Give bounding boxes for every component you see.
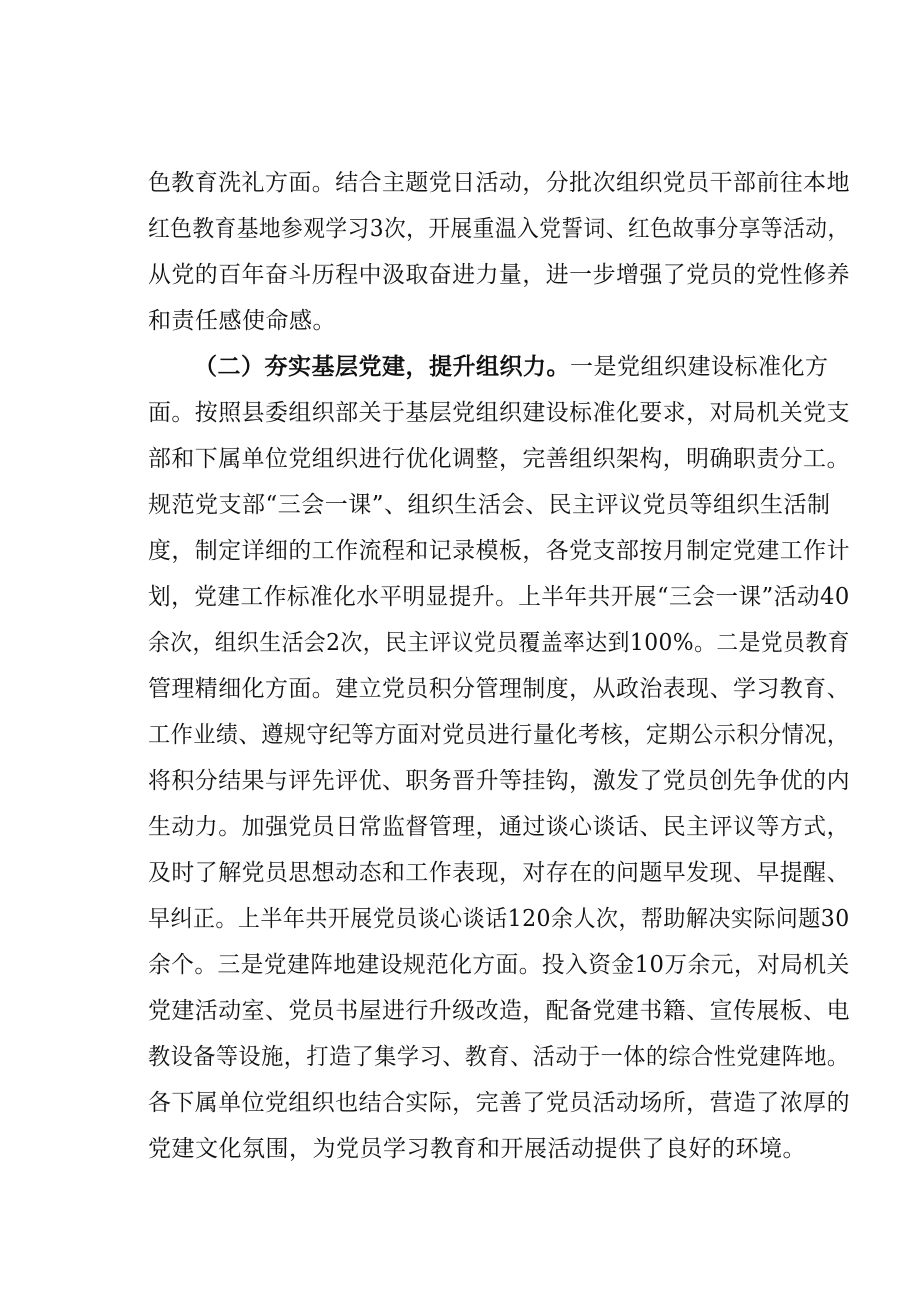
paragraph-2-line-4: 规范党支部“三会一课”、组织生活会、民主评议党员等组织生活制	[148, 492, 831, 518]
paragraph-1-line-3: 从党的百年奋斗历程中汲取奋进力量，进一步增强了党员的党性修养	[148, 262, 850, 288]
paragraph-1-line-4: 和责任感使命感。	[148, 308, 336, 334]
paragraph-2-line-17: 各下属单位党组织也结合实际，完善了党员活动场所，营造了浓厚的	[148, 1090, 850, 1116]
paragraph-2-line-5: 度，制定详细的工作流程和记录模板，各党支部按月制定党建工作计	[148, 538, 850, 564]
paragraph-2-line-11: 生动力。加强党员日常监督管理，通过谈心谈话、民主评议等方式，	[148, 814, 850, 840]
paragraph-2-line-6: 划，党建工作标准化水平明显提升。上半年共开展“三会一课”活动40	[148, 584, 850, 610]
paragraph-2-line-16: 教设备等设施，打造了集学习、教育、活动于一体的综合性党建阵地。	[148, 1044, 850, 1070]
paragraph-2-line-3: 部和下属单位党组织进行优化调整，完善组织架构，明确职责分工。	[148, 446, 850, 472]
paragraph-1-line-1: 色教育洗礼方面。结合主题党日活动，分批次组织党员干部前往本地	[148, 170, 850, 196]
paragraph-2-line-18: 党建文化氛围，为党员学习教育和开展活动提供了良好的环境。	[148, 1136, 806, 1162]
paragraph-2-line-2: 面。按照县委组织部关于基层党组织建设标准化要求，对局机关党支	[148, 400, 850, 426]
paragraph-2-first-line-text: 一是党组织建设标准化方	[570, 354, 829, 380]
paragraph-2-line-15: 党建活动室、党员书屋进行升级改造，配备党建书籍、宣传展板、电	[148, 998, 850, 1024]
paragraph-2-line-14: 余个。三是党建阵地建设规范化方面。投入资金10万余元，对局机关	[148, 952, 850, 978]
paragraph-2-line-8: 管理精细化方面。建立党员积分管理制度，从政治表现、学习教育、	[148, 676, 850, 702]
paragraph-2-line-12: 及时了解党员思想动态和工作表现，对存在的问题早发现、早提醒、	[148, 860, 850, 886]
paragraph-2-first-line	[194, 352, 829, 382]
paragraph-1-line-2: 红色教育基地参观学习3次，开展重温入党誓词、红色故事分享等活动，	[148, 216, 850, 242]
section-heading: （二）夯实基层党建，提升组织力。	[194, 354, 570, 380]
paragraph-2-line-7: 余次，组织生活会2次，民主评议党员覆盖率达到100%。二是党员教育	[148, 630, 850, 656]
paragraph-2-line-10: 将积分结果与评先评优、职务晋升等挂钩，激发了党员创先争优的内	[148, 768, 850, 794]
paragraph-2-line-9: 工作业绩、遵规守纪等方面对党员进行量化考核，定期公示积分情况，	[148, 722, 850, 748]
paragraph-2-line-13: 早纠正。上半年共开展党员谈心谈话120余人次，帮助解决实际问题30	[148, 906, 850, 932]
